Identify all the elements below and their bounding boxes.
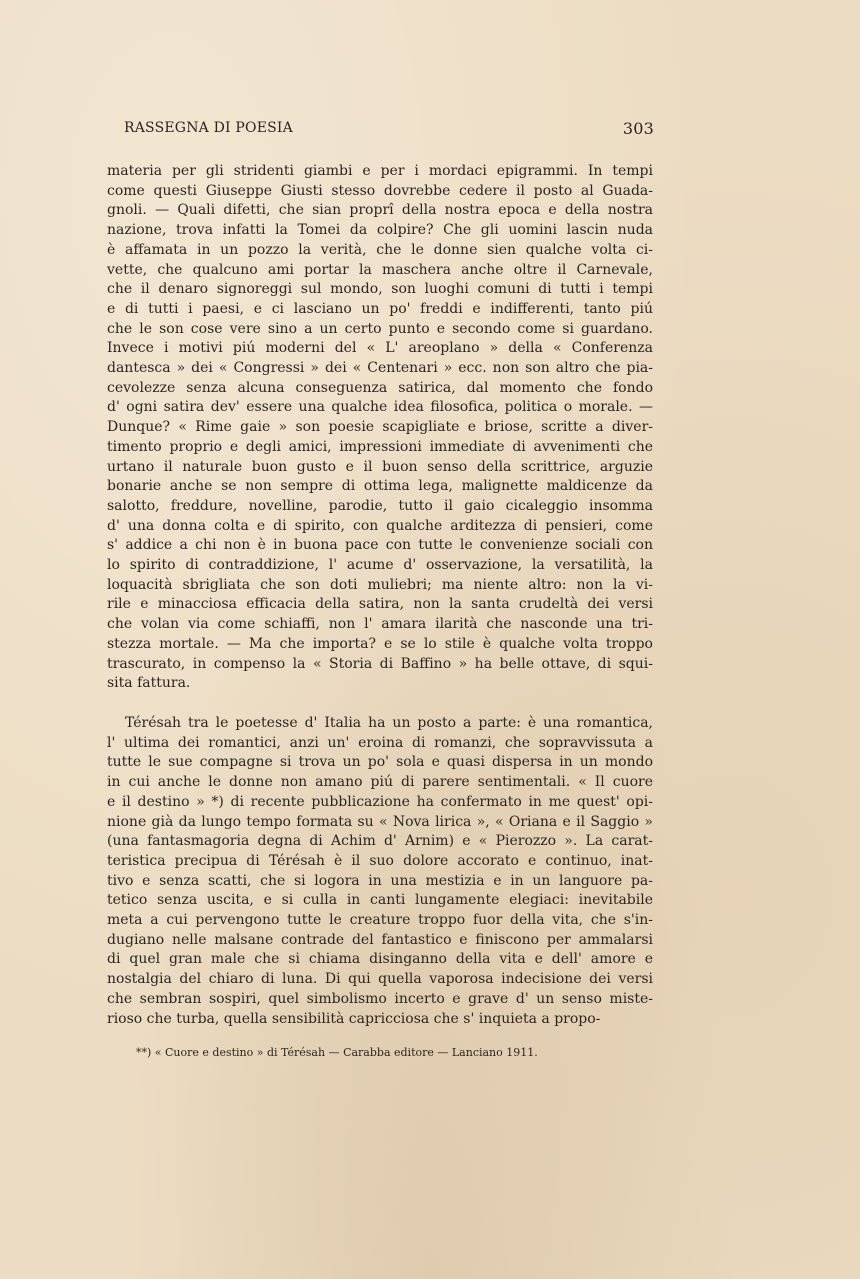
text-line: come questi Giuseppe Giusti stesso dovrebbe cedere il posto al Guada- — [107, 182, 653, 199]
text-line: dugiano nelle malsane contrade del fantastico e finiscono per ammalarsi — [107, 931, 653, 948]
text-line: urtano il naturale buon gusto e il buon senso della scrittrice, arguzie — [107, 458, 653, 475]
text-line: trascurato, in compenso la « Storia di Baffino » ha belle ottave, di squi- — [107, 655, 653, 672]
text-line: (una fantasmagoria degna di Achim d' Arnim) e « Pierozzo ». La carat- — [107, 833, 653, 850]
text-line: che il denaro signoreggi sul mondo, son luoghi comuni di tutti i tempi — [107, 281, 653, 298]
text-line: s' addice a chi non è in buona pace con tutte le convenienze sociali con — [107, 537, 653, 554]
text-line: rioso che turba, quella sensibilità capricciosa che s' inquieta a propo- — [107, 1010, 601, 1027]
text-line: d' una donna colta e di spirito, con qualche arditezza di pensieri, come — [107, 517, 653, 534]
text-line: nazione, trova infatti la Tomei da colpire? Che gli uomini lascin nuda — [107, 222, 653, 239]
running-head-title: RASSEGNA DI POESIA — [124, 120, 293, 136]
paragraph-1 — [107, 162, 653, 694]
text-line: teristica precipua di Térésah è il suo dolore accorato e continuo, inat- — [107, 852, 653, 869]
text-line: stezza mortale. — Ma che importa? e se lo stile è qualche volta troppo — [107, 635, 653, 652]
text-line: che volan via come schiaffi, non l' amara ilarità che nasconde una tri- — [107, 616, 653, 633]
text-line: di quel gran male che si chiama disinganno della vita e dell' amore e — [107, 951, 653, 968]
text-line: bonarie anche se non sempre di ottima lega, malignette maldicenze da — [107, 478, 653, 495]
paragraph-2 — [107, 714, 653, 1029]
text-line: nostalgia del chiaro di luna. Di qui quella vaporosa indecisione dei versi — [107, 971, 653, 988]
text-line: vette, che qualcuno ami portar la maschera anche oltre il Carnevale, — [107, 261, 653, 278]
text-line: è affamata in un pozzo la verità, che le donne sien qualche volta ci- — [107, 241, 653, 258]
text-line: e il destino » *) di recente pubblicazione ha confermato in me quest' opi- — [107, 793, 653, 810]
text-line: Dunque? « Rime gaie » son poesie scapigliate e briose, scritte a diver- — [107, 419, 653, 436]
text-line: d' ogni satira dev' essere una qualche idea filosofica, politica o morale. — — [107, 399, 653, 416]
text-line: meta a cui pervengono tutte le creature troppo fuor della vita, che s'in- — [107, 912, 653, 929]
footnote: **) « Cuore e destino » di Térésah — Carabba editore — Lanciano 1911. — [136, 1046, 538, 1059]
text-line: rile e minacciosa efficacia della satira, non la santa crudeltà dei versi — [107, 596, 653, 613]
text-line: cevolezze senza alcuna conseguenza satirica, dal momento che fondo — [107, 379, 653, 396]
text-line: materia per gli stridenti giambi e per i mordaci epigrammi. In tempi — [107, 163, 653, 179]
text-line: Invece i motivi piú moderni del « L' areoplano » della « Conferenza — [107, 340, 653, 357]
text-line: in cui anche le donne non amano piú di parere sentimentali. « Il cuore — [107, 774, 653, 791]
page-number: 303 — [622, 119, 654, 138]
text-line: sita fattura. — [107, 675, 191, 692]
text-line: loquacità sbrigliata che son doti muliebri; ma niente altro: non la vi- — [107, 576, 653, 593]
text-line: tivo e senza scatti, che si logora in una mestizia e in un languore pa- — [107, 872, 653, 889]
text-line: lo spirito di contraddizione, l' acume d' osservazione, la versatilità, la — [107, 557, 653, 574]
text-line: nione già da lungo tempo formata su « Nova lirica », « Oriana e il Saggio » — [107, 813, 653, 830]
text-line: che sembran sospiri, quel simbolismo incerto e grave d' un senso miste- — [107, 990, 653, 1007]
text-line: dantesca » dei « Congressi » dei « Centenari » ecc. non son altro che pia- — [107, 360, 653, 377]
text-line: l' ultima dei romantici, anzi un' eroina di romanzi, che sopravvissuta a — [107, 734, 653, 751]
text-line: e di tutti i paesi, e ci lasciano un po' freddi e indifferenti, tanto piú — [107, 300, 653, 317]
text-line: Térésah tra le poetesse d' Italia ha un posto a parte: è una romantica, — [125, 715, 653, 731]
text-line: tutte le sue compagne si trova un po' sola e quasi dispersa in un mondo — [107, 754, 653, 771]
text-line: che le son cose vere sino a un certo punto e secondo come si guardano. — [107, 320, 653, 337]
text-line: gnoli. — Quali difetti, che sian proprî della nostra epoca e della nostra — [107, 202, 653, 219]
text-line: salotto, freddure, novelline, parodie, tutto il gaio cicaleggio insomma — [107, 497, 653, 514]
text-line: timento proprio e degli amici, impressioni immediate di avvenimenti che — [107, 438, 653, 455]
text-line: tetico senza uscita, e si culla in canti lungamente elegiaci: inevitabile — [107, 892, 653, 909]
